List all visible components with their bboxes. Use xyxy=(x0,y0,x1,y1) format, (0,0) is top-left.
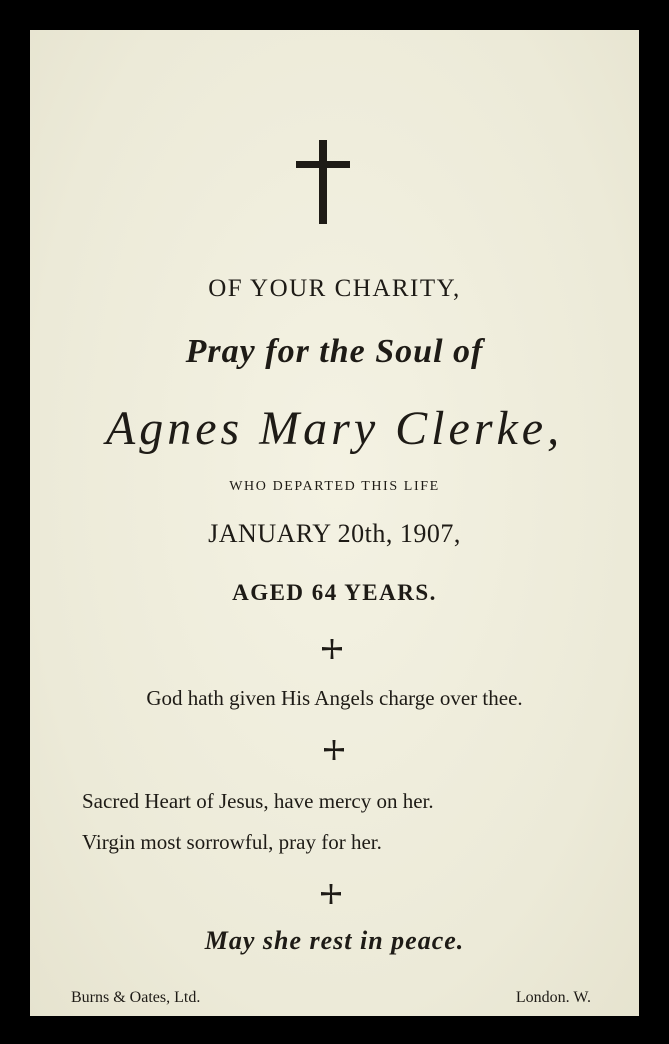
age-line: AGED 64 YEARS. xyxy=(232,580,437,605)
charity-heading: OF YOUR CHARITY, xyxy=(208,275,461,302)
latin-cross-icon xyxy=(296,140,350,224)
verse-line: God hath given His Angels charge over thee. xyxy=(146,686,523,710)
cross-ornament-icon xyxy=(320,883,342,905)
publisher-imprint: Burns & Oates, Ltd. xyxy=(71,989,201,1006)
publisher-location: London. W. xyxy=(515,989,591,1006)
prayer-virgin: Virgin most sorrowful, pray for her. xyxy=(82,830,382,854)
closing-prayer: May she rest in peace. xyxy=(204,926,465,955)
pray-heading: Pray for the Soul of xyxy=(185,333,484,370)
memorial-card xyxy=(30,30,639,1016)
prayer-sacred-heart: Sacred Heart of Jesus, have mercy on her. xyxy=(82,789,434,813)
deceased-name: Agnes Mary Clerke, xyxy=(105,402,564,455)
departed-line: WHO DEPARTED THIS LIFE xyxy=(229,479,440,494)
cross-ornament-icon xyxy=(323,739,345,761)
death-date: JANUARY 20th, 1907, xyxy=(208,519,461,548)
cross-ornament-icon xyxy=(321,638,343,660)
